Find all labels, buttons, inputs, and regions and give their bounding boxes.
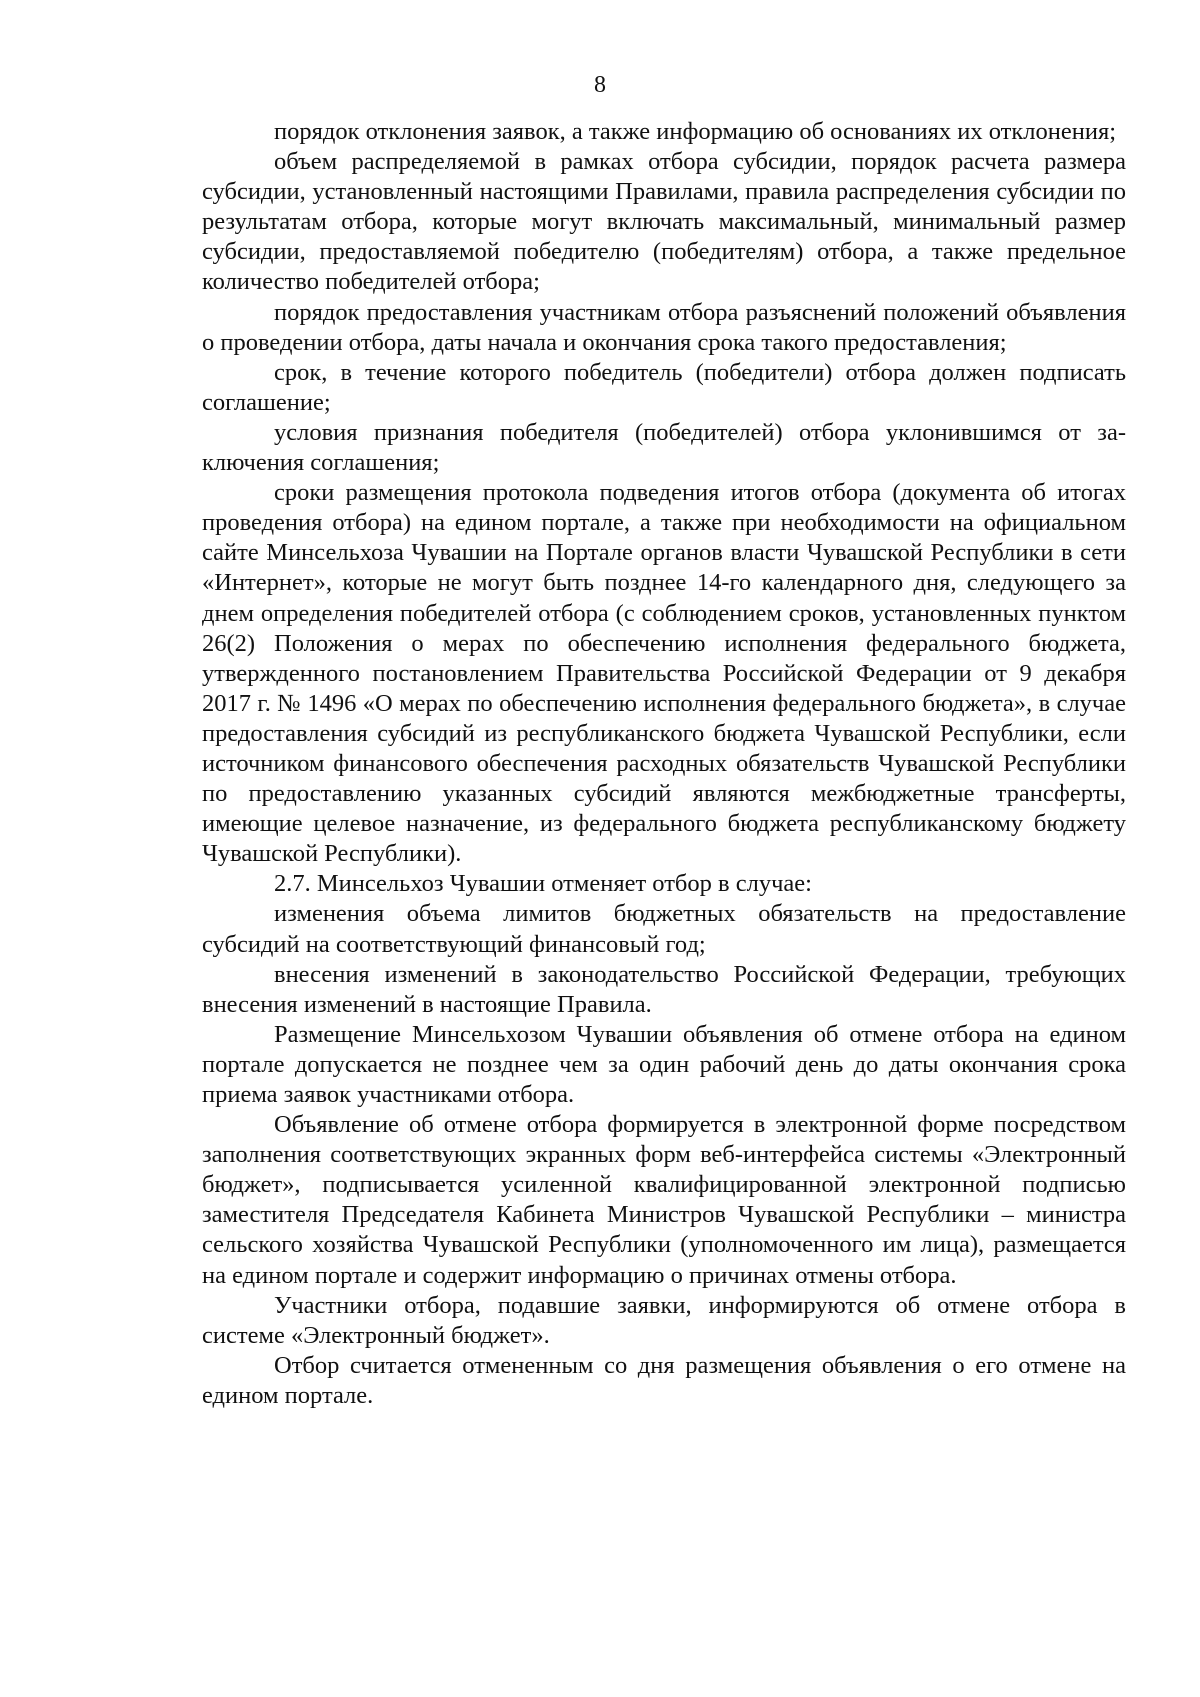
- paragraph: объем распределяемой в рамках отбора субсидии, порядок расчета размера субсидии, установленный настоящими Правилами, правила распределения субсидии по результатам отбора, которые могут включать максимальный, минимальный размер субсидии, предоставляемой победителю (победителям) отбора, а также предельное количество победителей отбора;: [202, 148, 1126, 296]
- paragraph: порядок предоставления участникам отбора разъяснений положений объявления о проведении отбора, даты начала и окончания срока такого предоставления;: [202, 298, 1126, 356]
- paragraph: Размещение Минсельхозом Чувашии объявления об отмене отбора на едином портале допускается не позднее чем за один рабочий день до даты окончания срока приема заявок участниками отбора.: [202, 1020, 1126, 1108]
- section-heading-2-7: 2.7. Минсельхоз Чувашии отменяет отбор в случае:: [274, 870, 812, 898]
- page-number: 8: [594, 72, 606, 98]
- paragraph: Отбор считается отмененным со дня размещения объявления о его отмене на едином портале.: [202, 1351, 1126, 1409]
- paragraph: изменения объема лимитов бюджетных обязательств на предоставление субсидий на соответствующий финансовый год;: [202, 900, 1126, 958]
- paragraph: Участники отбора, подавшие заявки, информируются об отмене отбора в системе «Электронный бюджет».: [202, 1291, 1126, 1349]
- paragraph: срок, в течение которого победитель (победители) отбора должен подписать соглашение;: [202, 358, 1126, 416]
- paragraph: условия признания победителя (победителей) отбора уклонившимся от заключения соглашения;: [202, 418, 1126, 477]
- paragraph: Объявление об отмене отбора формируется в электронной форме посредством заполнения соответствующих экранных форм веб-интерфейса системы «Электронный бюджет», подписывается усиленной квалифицированной электронной подписью заместителя Председателя Кабинета Министров Чувашской Республики – министра сельского хозяйства Чувашской Республики (уполномоченного им лица), размещается на едином портале и содержит информацию о причинах отмены отбора.: [202, 1111, 1126, 1289]
- paragraph: порядок отклонения заявок, а также информацию об основаниях их отклонения;: [274, 118, 1117, 145]
- paragraph: внесения изменений в законодательство Российской Федерации, требующих внесения изменений в настоящие Правила.: [202, 960, 1126, 1018]
- paragraph: сроки размещения протокола подведения итогов отбора (документа об итогах проведения отбора) на едином портале, а также при необходимости на официальном сайте Минсельхоза Чувашии на Портале органов власти Чувашской Республики в сети «Интернет», которые не могут быть позднее 14-го календарного дня, следующего за днем определения победителей отбора (с соблюдением сроков, установленных пунктом 26(2) Положения о мерах по обеспечению исполнения федерального бюджета, утвержденного постановлением Правительства Российской Федерации от 9 декабря 2017 г. № 1496 «О мерах по обеспечению исполнения федерального бюджета», в случае предоставления субсидий из республиканского бюджета Чувашской Республики, если источником финансового обеспечения расходных обязательств Чувашской Республики по предоставлению указанных субсидий являются межбюджетные трансферты, имеющие целевое назначение, из федерального бюджета республиканскому бюджету Чувашской Республики).: [202, 479, 1126, 868]
- document-body: [202, 117, 1126, 1411]
